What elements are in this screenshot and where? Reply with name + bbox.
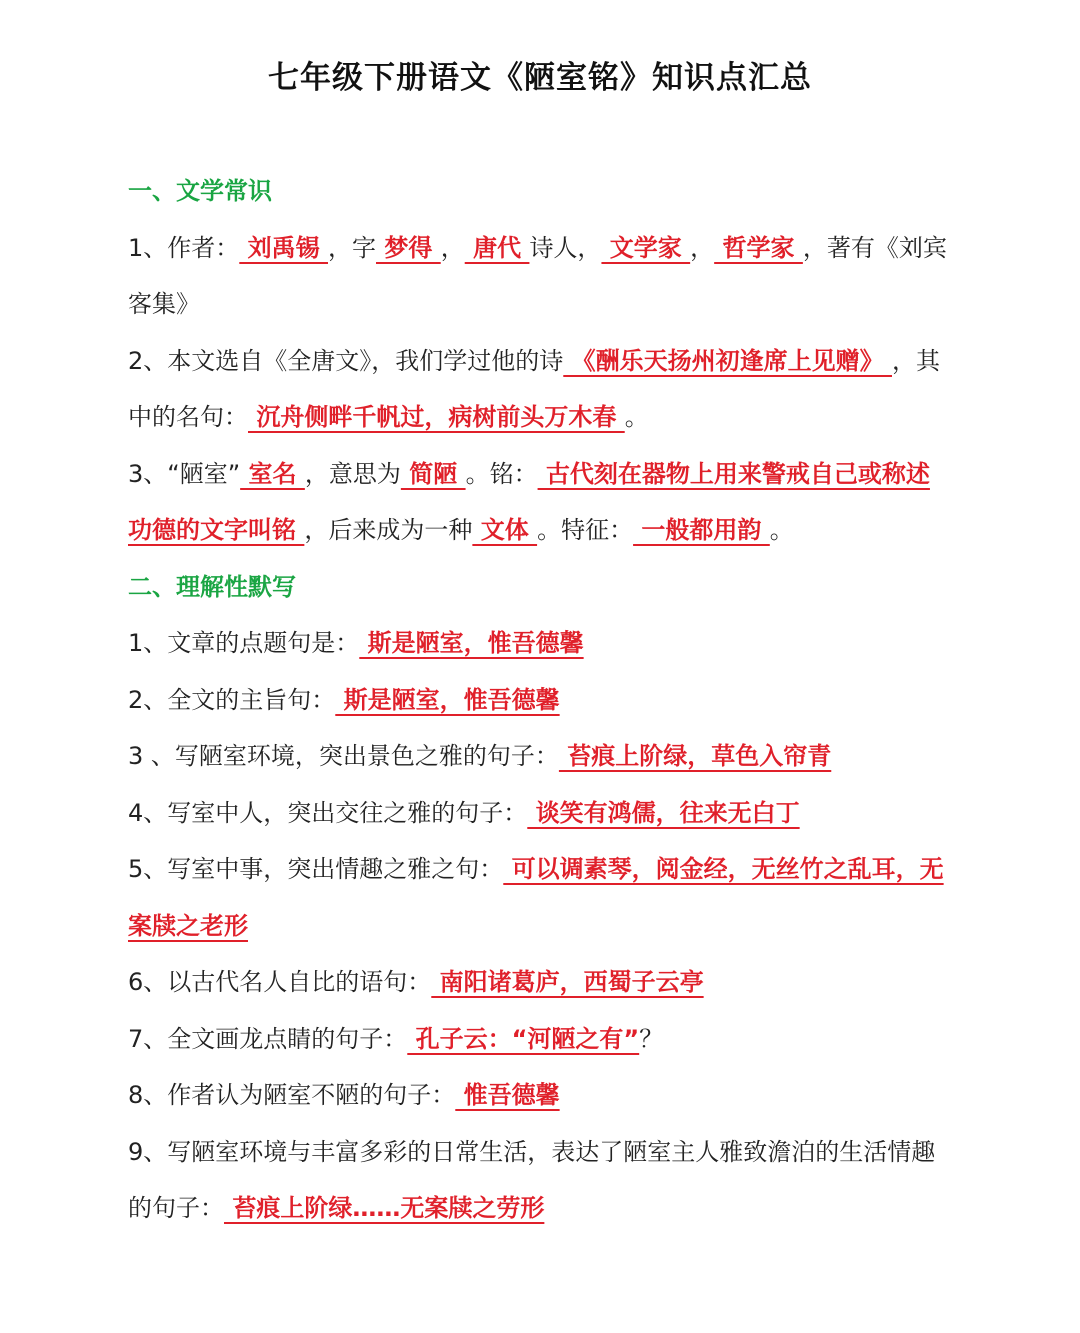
answer-blank: 唐代 bbox=[464, 233, 530, 262]
item-text: ，著有《刘宾客集》 bbox=[128, 233, 947, 318]
item-author bbox=[128, 220, 952, 333]
item-text: 3、“陋室” bbox=[128, 459, 241, 488]
answer-blank: 文学家 bbox=[601, 233, 691, 262]
dictation-item bbox=[128, 1011, 952, 1068]
question-text: 1、文章的点题句是： bbox=[128, 629, 360, 657]
answer-blank: 谈笑有鸿儒，往来无白丁 bbox=[527, 798, 800, 827]
question-text: 4、写室中人，突出交往之雅的句子： bbox=[128, 798, 528, 827]
question-text: 3 、写陋室环境，突出景色之雅的句子： bbox=[128, 742, 559, 770]
item-text: 2、本文选自《全唐文》，我们学过他的诗 bbox=[128, 346, 564, 375]
item-text: ，字 bbox=[328, 233, 376, 262]
answer-blank: 室名 bbox=[240, 459, 305, 488]
item-text: 1、作者： bbox=[128, 233, 240, 262]
dictation-item bbox=[128, 728, 952, 785]
answer-blank: 刘禹锡 bbox=[239, 233, 328, 262]
answer-blank: 文体 bbox=[472, 516, 538, 544]
item-text: ，后来成为一种 bbox=[304, 516, 473, 544]
answer-blank: 哲学家 bbox=[714, 233, 803, 262]
answer-blank: 苔痕上阶绿……无案牍之劳形 bbox=[224, 1194, 545, 1222]
answer-blank: 惟吾德馨 bbox=[455, 1081, 560, 1109]
answer-blank: 梦得 bbox=[376, 233, 441, 262]
answer-blank: 斯是陋室，惟吾德馨 bbox=[359, 629, 584, 657]
item-source bbox=[128, 333, 952, 446]
dictation-item bbox=[128, 954, 952, 1011]
question-text: 9、写陋室环境与丰富多彩的日常生活，表达了陋室主人雅致澹泊的生活情趣的句子： bbox=[128, 1137, 936, 1222]
item-title-meaning bbox=[128, 446, 952, 559]
question-text: 2、全文的主旨句： bbox=[128, 685, 336, 714]
answer-blank: 简陋 bbox=[400, 459, 466, 488]
item-text: ， bbox=[690, 233, 715, 262]
dictation-item bbox=[128, 785, 952, 842]
question-text: 5、写室中事，突出情趣之雅之句： bbox=[128, 855, 504, 883]
answer-blank: 古代刻在器物上用来警戒自己或称述功德的文字叫铭 bbox=[128, 459, 930, 544]
dictation-item bbox=[128, 841, 952, 954]
answer-blank: 苔痕上阶绿，草色入帘青 bbox=[558, 742, 832, 770]
question-text: 8、作者认为陋室不陋的句子： bbox=[128, 1081, 456, 1109]
dictation-item bbox=[128, 672, 952, 729]
answer-blank: 一般都用韵 bbox=[633, 516, 770, 544]
answer-blank: 沉舟侧畔千帆过，病树前头万木春 bbox=[248, 403, 625, 431]
answer-blank: 南阳诸葛庐，西蜀子云亭 bbox=[431, 968, 704, 996]
dictation-item bbox=[128, 1124, 952, 1237]
question-text: 6、以古代名人自比的语句： bbox=[128, 968, 432, 996]
answer-blank: 可以调素琴，阅金经，无丝竹之乱耳，无案牍之老形 bbox=[128, 855, 944, 940]
dictation-item bbox=[128, 615, 952, 672]
question-tail: ？ bbox=[639, 1024, 664, 1053]
section-heading-literary-knowledge: 一、文学常识 bbox=[128, 177, 272, 205]
item-text: ， bbox=[440, 233, 465, 262]
item-text: 。 bbox=[769, 516, 794, 544]
section-heading-dictation: 二、理解性默写 bbox=[128, 572, 296, 601]
item-text: 。特征： bbox=[537, 516, 634, 544]
answer-blank: 孔子云：“河陋之有” bbox=[407, 1024, 640, 1053]
answer-blank: 斯是陋室，惟吾德馨 bbox=[335, 685, 560, 714]
question-text: 7、全文画龙点睛的句子： bbox=[128, 1024, 408, 1053]
page-title: 七年级下册语文《陋室铭》知识点汇总 bbox=[268, 60, 812, 96]
dictation-item bbox=[128, 1067, 952, 1124]
answer-blank: 《酬乐天扬州初逢席上见赠》 bbox=[563, 346, 892, 375]
item-text: 。铭： bbox=[465, 459, 538, 488]
item-text: ，意思为 bbox=[304, 459, 401, 488]
item-text: 诗人， bbox=[529, 233, 602, 262]
item-text: ，其中的名句： bbox=[128, 346, 940, 431]
item-text: 。 bbox=[624, 403, 649, 431]
